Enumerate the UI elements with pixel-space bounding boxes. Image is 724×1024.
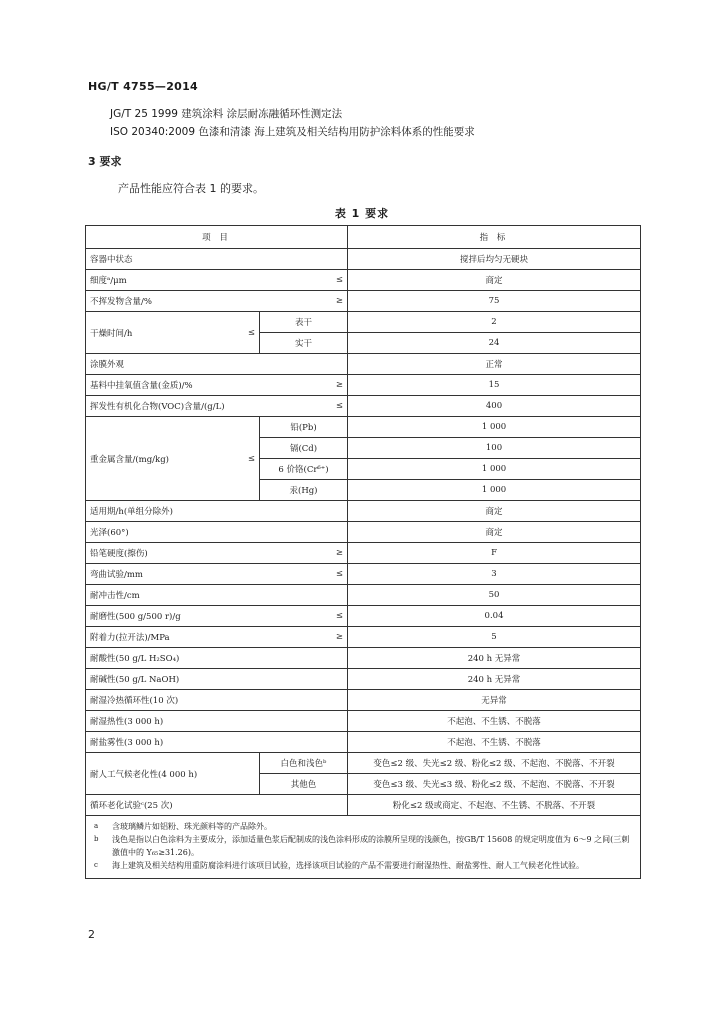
item-label: 铅笔硬度(擦伤) [86,543,260,564]
item-label: 细度ᵃ/μm [86,270,260,291]
relation-symbol [260,648,348,669]
relation-symbol [260,795,348,816]
relation-symbol [260,354,348,375]
item-label: 耐酸性(50 g/L H₂SO₄) [86,648,260,669]
footnote-mark: b [94,835,99,843]
item-label: 不挥发物含量/% [86,291,260,312]
footnote-mark: a [94,822,99,830]
item-label: 基料中挂氧值含量(金质)/% [86,375,260,396]
relation-symbol: ≤ [243,312,260,354]
relation-symbol [260,669,348,690]
header-indicator: 指 标 [348,226,641,249]
header-item: 项 目 [86,226,348,249]
reference-line-1: JG/T 25 1999 建筑涂料 涂层耐冻融循环性测定法 [110,108,343,120]
relation-symbol: ≥ [260,627,348,648]
relation-symbol [260,501,348,522]
page-number: 2 [88,928,95,941]
indicator-value: 0.04 [348,606,641,627]
indicator-value: 粉化≤2 级或商定、不起泡、不生锈、不脱落、不开裂 [348,795,641,816]
indicator-value: 不起泡、不生锈、不脱落 [348,711,641,732]
indicator-value: 5 [348,627,641,648]
indicator-value: 无异常 [348,690,641,711]
table-row [86,648,641,669]
indicator-value: 商定 [348,270,641,291]
item-label: 弯曲试验/mm [86,564,260,585]
indicator-value: 240 h 无异常 [348,669,641,690]
relation-symbol [260,585,348,606]
footnote-mark: c [94,861,98,869]
table-row [86,753,641,774]
indicator-value: 搅拌后均匀无硬块 [348,249,641,270]
table-row [86,291,641,312]
sub-item-label: 表干 [260,312,348,333]
section-title: 3 要求 [88,155,122,168]
reference-line-2: ISO 20340:2009 色漆和清漆 海上建筑及相关结构用防护涂料体系的性能要求 [110,126,475,138]
relation-symbol [243,753,260,795]
relation-symbol [260,711,348,732]
indicator-value: 正常 [348,354,641,375]
indicator-value: 75 [348,291,641,312]
indicator-value: 变色≤3 级、失光≤3 级、粉化≤2 级、不起泡、不脱落、不开裂 [348,774,641,795]
item-label: 挥发性有机化合物(VOC)含量/(g/L) [86,396,260,417]
indicator-value: 商定 [348,522,641,543]
footnote [94,820,632,833]
sub-item-label: 白色和浅色ᵇ [260,753,348,774]
table-row [86,711,641,732]
table-row [86,249,641,270]
relation-symbol [260,249,348,270]
table-row [86,669,641,690]
item-label: 干燥时间/h [86,312,243,354]
item-label: 涂膜外观 [86,354,260,375]
indicator-value: 2 [348,312,641,333]
intro-paragraph: 产品性能应符合表 1 的要求。 [118,182,264,195]
item-label: 适用期/h(单组分除外) [86,501,260,522]
item-label: 容器中状态 [86,249,260,270]
indicator-value: 1 000 [348,480,641,501]
table-row [86,354,641,375]
indicator-value: F [348,543,641,564]
relation-symbol: ≥ [260,543,348,564]
table-row [86,417,641,438]
item-label: 重金属含量/(mg/kg) [86,417,243,501]
table-row [86,627,641,648]
relation-symbol: ≤ [260,606,348,627]
sub-item-label: 铅(Pb) [260,417,348,438]
item-label: 循环老化试验ᶜ(25 次) [86,795,260,816]
indicator-value: 400 [348,396,641,417]
item-label: 耐盐雾性(3 000 h) [86,732,260,753]
indicator-value: 50 [348,585,641,606]
table-header-row [86,226,641,249]
table-row [86,543,641,564]
table-notes-row [86,816,641,879]
table-row [86,270,641,291]
item-label: 耐湿冷热循环性(10 次) [86,690,260,711]
indicator-value: 不起泡、不生锈、不脱落 [348,732,641,753]
item-label: 光泽(60°) [86,522,260,543]
indicator-value: 商定 [348,501,641,522]
sub-item-label: 实干 [260,333,348,354]
requirements-table [85,225,641,879]
relation-symbol [260,732,348,753]
footnote [94,859,632,872]
footnote [94,833,632,859]
sub-item-label: 6 价铬(Cr⁶⁺) [260,459,348,480]
relation-symbol [260,690,348,711]
footnote-text: 海上建筑及相关结构用重防腐涂料进行该项目试验，选择该项目试验的产品不需要进行耐湿热性、耐盐雾性、耐人工气候老化性试验。 [112,861,584,870]
indicator-value: 240 h 无异常 [348,648,641,669]
item-label: 耐湿热性(3 000 h) [86,711,260,732]
table-row [86,375,641,396]
table-row [86,690,641,711]
indicator-value: 3 [348,564,641,585]
item-label: 耐磨性(500 g/500 r)/g [86,606,260,627]
table-row [86,585,641,606]
table-row [86,606,641,627]
table-row [86,732,641,753]
standard-header: HG/T 4755—2014 [88,80,199,93]
footnote-text: 浅色是指以白色涂料为主要成分，添加适量色浆后配制成的浅色涂料形成的涂膜所呈现的浅颜色，按GB/T 15608 的规定明度值为 6～9 之间(三刺激值中的 Y₆₅≥31.26)。 [112,835,630,857]
table-row [86,522,641,543]
sub-item-label: 汞(Hg) [260,480,348,501]
relation-symbol: ≤ [260,396,348,417]
relation-symbol: ≥ [260,375,348,396]
sub-item-label: 其他色 [260,774,348,795]
item-label: 耐冲击性/cm [86,585,260,606]
relation-symbol: ≤ [260,564,348,585]
table-row [86,501,641,522]
indicator-value: 变色≤2 级、失光≤2 级、粉化≤2 级、不起泡、不脱落、不开裂 [348,753,641,774]
indicator-value: 100 [348,438,641,459]
indicator-value: 1 000 [348,417,641,438]
indicator-value: 24 [348,333,641,354]
table-row [86,564,641,585]
footnote-text: 含玻璃鳞片如铝粉、珠光颜料等的产品除外。 [112,822,272,831]
item-label: 耐人工气候老化性(4 000 h) [86,753,243,795]
relation-symbol: ≤ [243,417,260,501]
table-caption: 表 1 要求 [334,207,390,220]
relation-symbol [260,522,348,543]
table-row [86,396,641,417]
relation-symbol: ≥ [260,291,348,312]
table-row [86,795,641,816]
relation-symbol: ≤ [260,270,348,291]
sub-item-label: 镉(Cd) [260,438,348,459]
indicator-value: 15 [348,375,641,396]
item-label: 附着力(拉开法)/MPa [86,627,260,648]
table-notes [86,816,641,879]
item-label: 耐碱性(50 g/L NaOH) [86,669,260,690]
table-row [86,312,641,333]
indicator-value: 1 000 [348,459,641,480]
